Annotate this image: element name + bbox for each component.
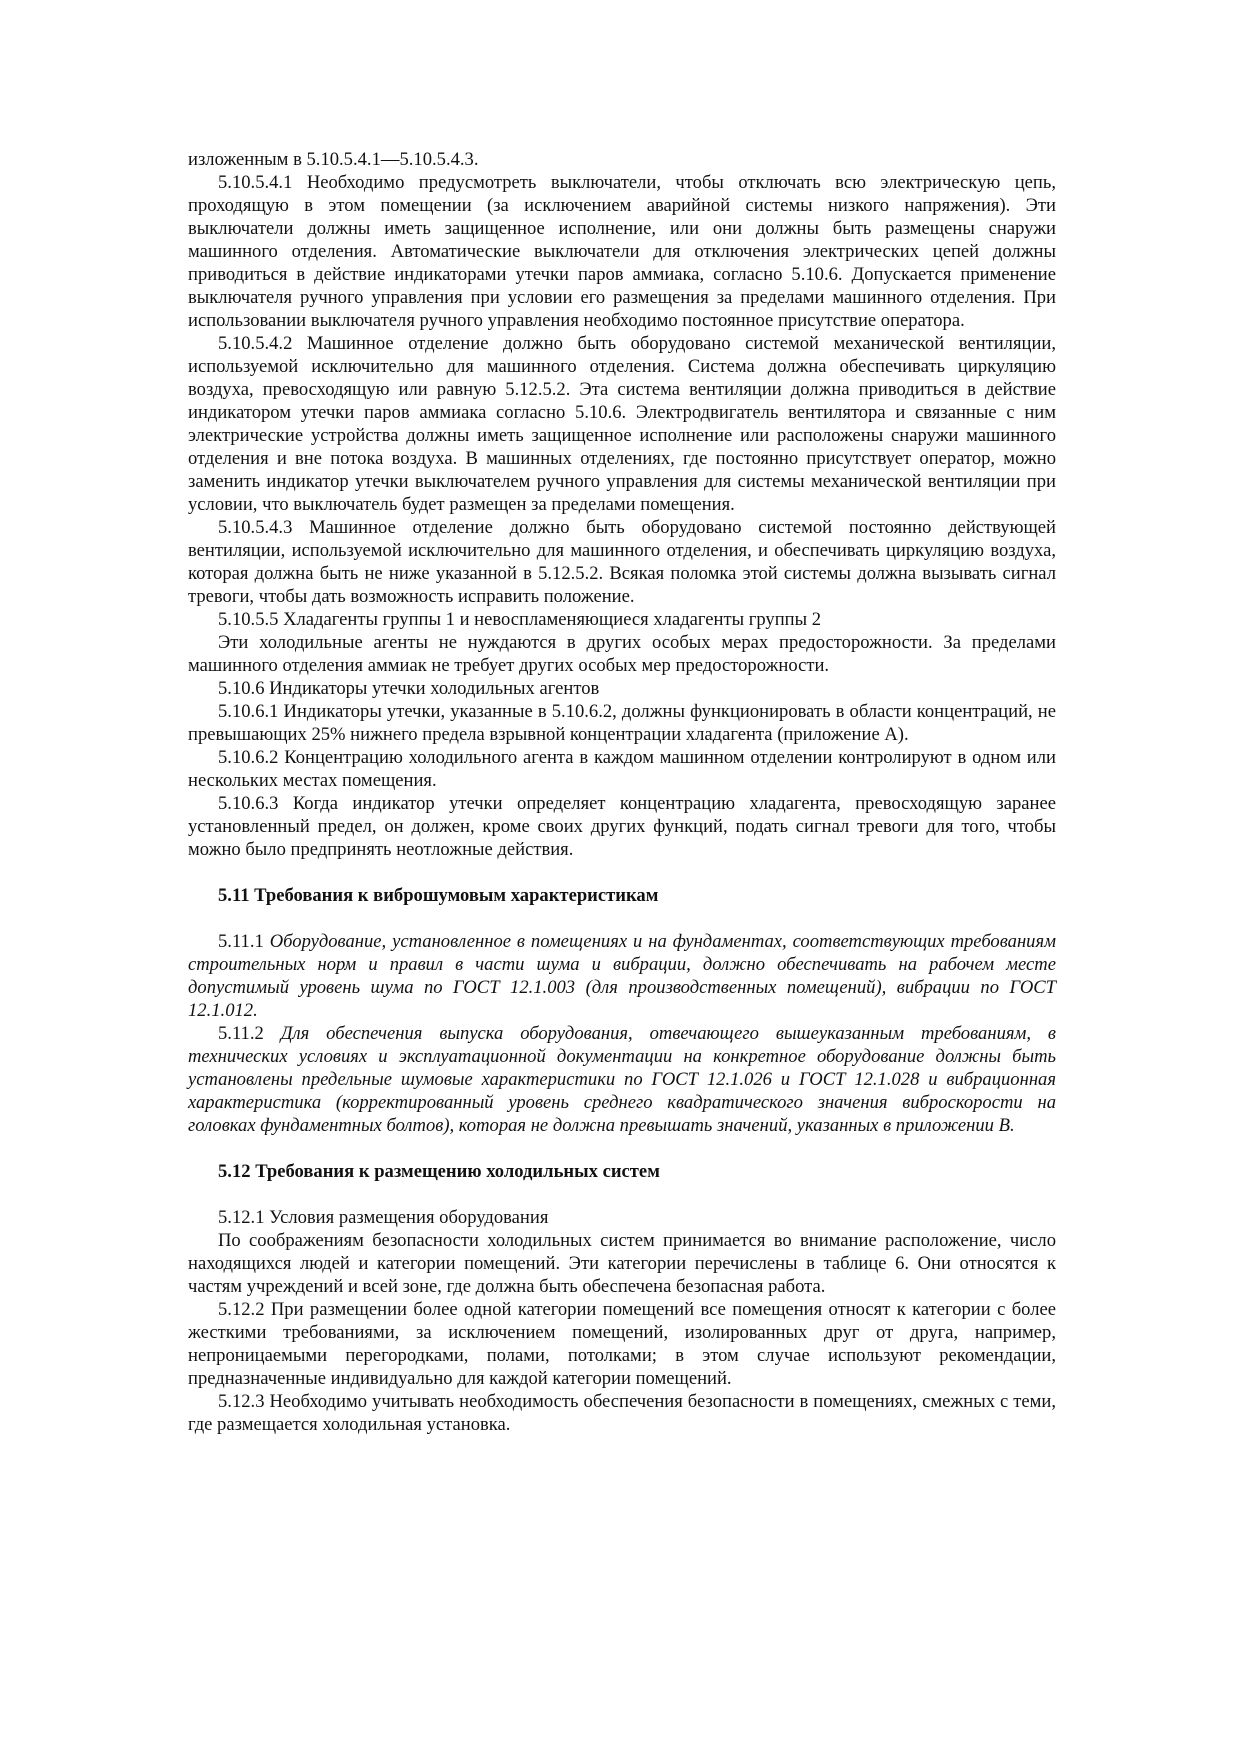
clause-text: Оборудование, установленное в помещениях и на фундаментах, соответствующих требованиям строительных норм и правил в части шума и вибрации, должно обеспечивать на рабочем месте допустимый уровень шума по ГОСТ 12.1.003 (для производственных помещений), вибрации по ГОСТ 12.1.012. [188, 931, 1056, 1021]
paragraph: 5.10.6.1 Индикаторы утечки, указанные в 5.10.6.2, должны функционировать в области концентраций, не превышающих 25% нижнего предела взрывной концентрации хладагента (приложение А). [188, 701, 1056, 745]
clause-text: Для обеспечения выпуска оборудования, отвечающего вышеуказанным требованиям, в технических условиях и эксплуатационной документации на конкретное оборудование должны быть установлены предельные шумовые характеристики по ГОСТ 12.1.026 и ГОСТ 12.1.028 и вибрационная характеристика (корректированный уровень среднего квадратического значения виброскорости на головках фундаментных болтов), которая не должна превышать значений, указанных в приложении В. [188, 1023, 1056, 1136]
paragraph: 5.12.2 При размещении более одной категории помещений все помещения относят к категории с более жесткими требованиями, за исключением помещений, изолированных друг от друга, например, непроницаемыми перегородками, полами, потолками; в этом случае используют рекомендации, предназначенные индивидуально для каждой категории помещений. [188, 1299, 1056, 1389]
section-heading-5-11: 5.11 Требования к виброшумовым характеристикам [218, 885, 659, 906]
clause-number: 5.11.2 [218, 1023, 281, 1044]
paragraph-5-11-1 [188, 930, 1056, 1022]
paragraph: 5.10.5.5 Хладагенты группы 1 и невоспламеняющиеся хладагенты группы 2 [218, 609, 822, 630]
paragraph: 5.10.5.4.1 Необходимо предусмотреть выключатели, чтобы отключать всю электрическую цепь, проходящую в этом помещении (за исключением аварийной системы низкого напряжения). Эти выключатели должны иметь защищенное исполнение, или они должны быть размещены снаружи машинного отделения. Автоматические выключатели для отключения электрических цепей должны приводиться в действие индикаторами утечки паров аммиака, согласно 5.10.6. Допускается применение выключателя ручного управления при условии его размещения за пределами машинного отделения. При использовании выключателя ручного управления необходимо постоянное присутствие оператора. [188, 172, 1056, 331]
document-page [188, 148, 1056, 1436]
paragraph: 5.10.6.3 Когда индикатор утечки определяет концентрацию хладагента, превосходящую заранее установленный предел, он должен, кроме своих других функций, подать сигнал тревоги для того, чтобы можно было предпринять неотложные действия. [188, 793, 1056, 860]
clause-number: 5.11.1 [218, 931, 270, 952]
paragraph: 5.12.1 Условия размещения оборудования [218, 1207, 549, 1228]
paragraph: Эти холодильные агенты не нуждаются в других особых мерах предосторожности. За пределами машинного отделения аммиак не требует других особых мер предосторожности. [188, 632, 1056, 676]
paragraph-5-11-2 [188, 1022, 1056, 1137]
paragraph: 5.10.6 Индикаторы утечки холодильных агентов [218, 678, 600, 699]
paragraph: По соображениям безопасности холодильных систем принимается во внимание расположение, число находящихся людей и категории помещений. Эти категории перечислены в таблице 6. Они относятся к частям учреждений и всей зоне, где должна быть обеспечена безопасная работа. [188, 1230, 1056, 1297]
paragraph: изложенным в 5.10.5.4.1—5.10.5.4.3. [188, 149, 479, 170]
section-heading-5-12: 5.12 Требования к размещению холодильных систем [218, 1161, 660, 1182]
paragraph: 5.12.3 Необходимо учитывать необходимость обеспечения безопасности в помещениях, смежных с теми, где размещается холодильная установка. [188, 1391, 1056, 1435]
paragraph: 5.10.5.4.2 Машинное отделение должно быть оборудовано системой механической вентиляции, используемой исключительно для машинного отделения. Система должна обеспечивать циркуляцию воздуха, превосходящую или равную 5.12.5.2. Эта система вентиляции должна приводиться в действие индикатором утечки паров аммиака согласно 5.10.6. Электродвигатель вентилятора и связанные с ним электрические устройства должны иметь защищенное исполнение или расположены снаружи машинного отделения и вне потока воздуха. В машинных отделениях, где постоянно присутствует оператор, можно заменить индикатор утечки выключателем ручного управления для системы механической вентиляции при условии, что выключатель будет размещен за пределами помещения. [188, 333, 1056, 515]
paragraph: 5.10.5.4.3 Машинное отделение должно быть оборудовано системой постоянно действующей вентиляции, используемой исключительно для машинного отделения, и обеспечивать циркуляцию воздуха, которая должна быть не ниже указанной в 5.12.5.2. Всякая поломка этой системы должна вызывать сигнал тревоги, чтобы дать возможность исправить положение. [188, 517, 1056, 607]
paragraph: 5.10.6.2 Концентрацию холодильного агента в каждом машинном отделении контролируют в одном или нескольких местах помещения. [188, 747, 1056, 791]
